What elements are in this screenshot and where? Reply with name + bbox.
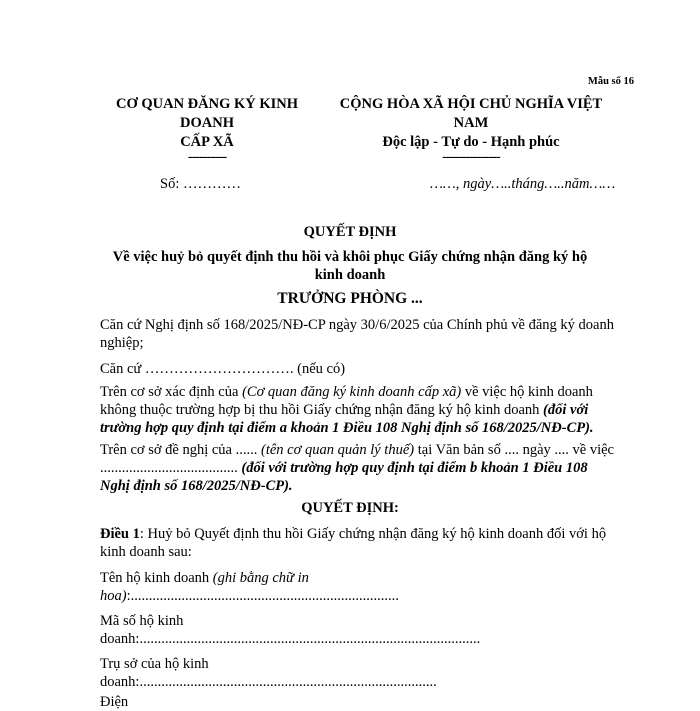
- document-title: QUYẾT ĐỊNH: [303, 224, 397, 240]
- p3-text-c: về việc hộ kinh doanh không thuộc trường hợp bị thu hồi Giấy chứng nhận đăng ký hộ kinh doanh: [100, 384, 593, 418]
- field-business-name: [100, 569, 618, 605]
- issuer-position: TRƯỞNG PHÒNG ...: [277, 290, 423, 307]
- field-business-name-note-end: hoa): [100, 588, 127, 604]
- agency-header: [102, 95, 312, 165]
- agency-name-line2: DOANH: [180, 115, 234, 131]
- field-business-name-note: (ghi bằng chữ in: [212, 570, 309, 586]
- article-1-label: Điều 1: [100, 526, 140, 542]
- document-date: ……, ngày…..tháng…..năm……: [430, 176, 616, 192]
- field-business-code-blank: doanh:..............................................................................................: [100, 631, 481, 647]
- basis-paragraph-4: [100, 441, 618, 495]
- form-number: Mẫu số 16: [587, 76, 634, 87]
- subtitle-line1: Về việc huỷ bỏ quyết định thu hồi và khôi phục Giấy chứng nhận đăng ký hộ: [112, 249, 588, 265]
- basis-paragraph-2: Căn cứ …………………………. (nếu có): [100, 361, 346, 377]
- motto-divider: ---------------: [442, 149, 500, 165]
- basis-paragraph-3: [100, 383, 618, 437]
- field-phone: Điện: [100, 694, 129, 710]
- p4-text-a: Trên cơ sở đề nghị của ......: [100, 442, 261, 458]
- nation-name-line2: NAM: [453, 115, 489, 131]
- p4-text-c: tại Văn bản số .... ngày .... về việc ......................................: [100, 442, 614, 476]
- article-1: [100, 525, 618, 561]
- field-business-name-label: Tên hộ kinh doanh: [100, 570, 213, 586]
- nation-name-line1: CỘNG HÒA XÃ HỘI CHỦ NGHĨA VIỆT: [339, 96, 603, 112]
- p3-text-b: (Cơ quan đăng ký kinh doanh cấp xã): [242, 384, 462, 400]
- field-business-address: [100, 655, 618, 691]
- agency-name-line1: CƠ QUAN ĐĂNG KÝ KINH: [115, 96, 299, 112]
- field-business-code-label: Mã số hộ kinh: [100, 613, 184, 629]
- field-business-address-label: Trụ sở của hộ kinh: [100, 656, 209, 672]
- document-number: Số: …………: [160, 176, 241, 192]
- field-business-code: [100, 612, 618, 648]
- p3-text-a: Trên cơ sở xác định của: [100, 384, 243, 400]
- p4-text-b: (tên cơ quan quản lý thuế): [261, 442, 415, 458]
- article-1-text: : Huỷ bỏ Quyết định thu hồi Giấy chứng nhận đăng ký hộ kinh doanh đối với hộ kinh doanh sau:: [100, 526, 607, 560]
- nation-header: [328, 95, 614, 165]
- basis-paragraph-1: Căn cứ Nghị định số 168/2025/NĐ-CP ngày 30/6/2025 của Chính phủ về đăng ký doanh nghiệp;: [100, 317, 614, 351]
- field-business-address-blank: doanh:..................................................................................: [100, 674, 437, 690]
- agency-name-line3: CẤP XÃ: [180, 134, 234, 150]
- p4-text-d: (đối với trường hợp quy định tại điểm b khoản 1 Điều 108 Nghị định số 168/2025/NĐ-CP).: [100, 460, 588, 494]
- motto: Độc lập - Tự do - Hạnh phúc: [382, 134, 560, 150]
- field-business-name-blank: :..........................................................................: [126, 588, 399, 604]
- subtitle-line2: kinh doanh: [314, 267, 386, 283]
- agency-divider: ----------: [187, 149, 227, 165]
- decision-heading: QUYẾT ĐỊNH:: [301, 500, 399, 516]
- document-subtitle: [90, 248, 610, 284]
- p3-text-d: (đối với trường hợp quy định tại điểm a khoản 1 Điều 108 Nghị định số 168/2025/NĐ-CP).: [100, 402, 594, 436]
